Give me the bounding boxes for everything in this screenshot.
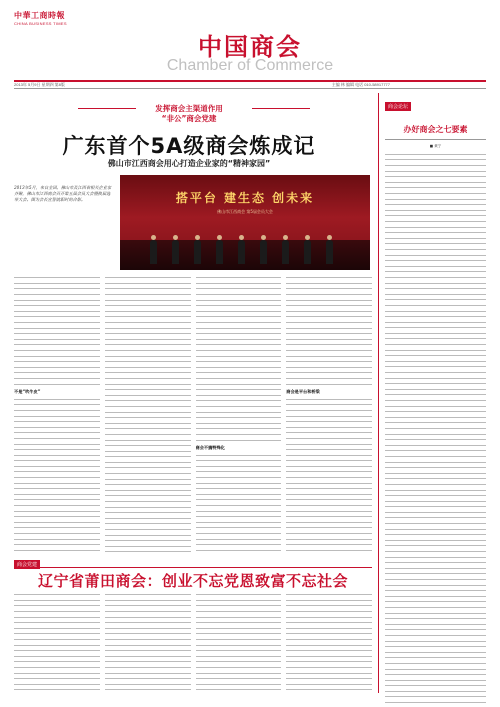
photo-person [150,240,157,264]
logo-chinese: 中華工商時報 [14,11,65,20]
photo-person [282,240,289,264]
issue-date: 2013年 5月9日 星期四 第8版 [14,82,65,87]
photo-person [238,240,245,264]
editor-info: 主编 林 编辑 电话 010-58917777 [331,82,390,87]
photo-person [260,240,267,264]
main-article-body [14,275,372,560]
caption-text: 2013年5月，来自全国、佛山市及江西省相关企业家齐聚，佛山市江西商会召开第五届会员大会暨换届选举大会。图为会长宣誓就职时的合影。 [14,185,112,203]
section-title-english: Chamber of Commerce [166,57,334,74]
sidebar-author: ■ 黄宁 [429,143,442,148]
sidebar-column [378,93,486,693]
photo-slogan: 搭平台 建生态 创未来 [175,191,315,205]
kicker-line-2: “非公”商会党建 [161,114,217,123]
kicker-line-1: 发挥商会主渠道作用 [155,104,223,113]
article-column [105,275,191,560]
bottom-section-tag: 商会党建 [14,560,40,569]
article-column [286,275,372,560]
article-column [14,592,100,697]
photo-person [194,240,201,264]
article-column [105,592,191,697]
photo-stage [120,240,370,270]
photo-person [326,240,333,264]
sidebar-tag: 商会论坛 [385,102,411,111]
top-rule [14,80,486,82]
main-headline: 广东首个5A级商会炼成记 [62,134,316,158]
event-photo [120,175,370,270]
sidebar-rule [385,139,486,140]
section-heading: 商会不搞特殊化 [195,444,225,450]
main-subheadline: 佛山市江西商会用心打造企业家的“精神家园” [107,159,271,168]
section-heading: 不是“吹牛皮” [14,388,41,394]
newspaper-logo [14,10,84,26]
article-column [286,592,372,697]
section-title-chinese: 中国商会 [198,33,302,61]
header-divider [14,88,486,89]
photo-banner-text: 佛山市江西商会 第5届会员大会 [217,209,273,214]
photo-person [304,240,311,264]
section-masthead [0,34,500,74]
bottom-headline: 辽宁省莆田商会：创业不忘党恩致富不忘社会 [37,572,348,590]
bottom-article-rule [14,567,372,568]
photo-person [172,240,179,264]
section-heading: 商会是平台和桥梁 [286,388,320,394]
logo-english: CHINA BUSINESS TIMES [14,21,67,26]
photo-caption [14,185,114,204]
article-column [196,275,282,560]
sidebar-body [385,152,486,707]
article-column [14,275,100,560]
sidebar-title: 办好商会之七要素 [403,125,468,134]
article-column [196,592,282,697]
bottom-article-body [14,592,372,697]
photo-person [216,240,223,264]
